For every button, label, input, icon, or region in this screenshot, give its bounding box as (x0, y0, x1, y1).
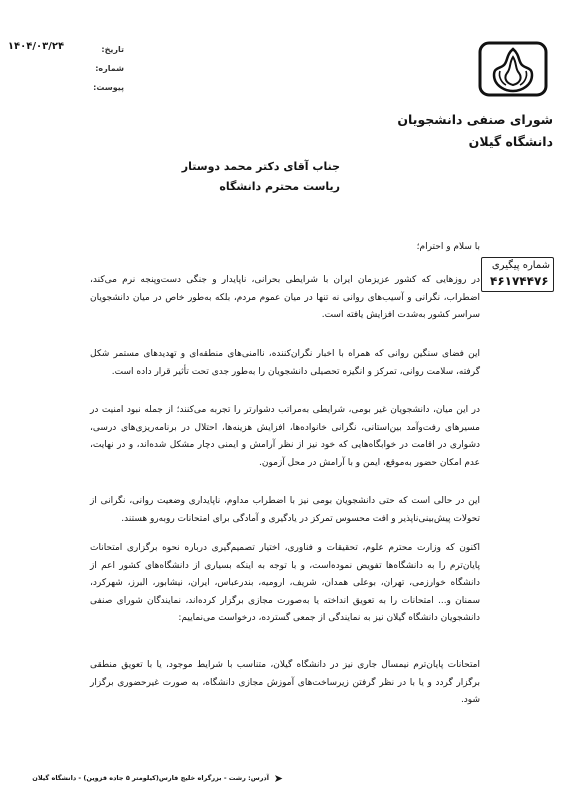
tracking-number: ۴۶۱۷۴۴۷۶ (490, 274, 549, 288)
tracking-label: شماره پیگیری (491, 260, 550, 271)
footer-address (32, 771, 285, 787)
tracking-stamp (481, 257, 554, 292)
letter-number-label: شماره: (95, 64, 124, 73)
body-paragraph-4: این در حالی است که حتی دانشجویان بومی نیز با اضطراب مداوم، ناپایداری وضعیت روانی، نگرانی از تحولات پیش‌بینی‌ناپذیر و افت محسوس تمرکز در یادگیری و آمادگی برای امتحانات روبه‌رو هستند. (90, 496, 480, 524)
organization-name: شورای صنفی دانشجویان (397, 112, 553, 127)
recipient-title: ریاست محترم دانشگاه (219, 180, 340, 193)
body-paragraph-5: اکنون که وزارت محترم علوم، تحقیقات و فناوری، اختیار تصمیم‌گیری درباره نحوه برگزاری امتحانات پایان‌ترم را به دانشگاه‌ها تفویض نموده‌است، و با توجه به اینکه بسیاری از دانشگاه‌های کشور اعم از دانشگاه خوارزمی، تهران، بوعلی همدان، شریف، ارومیه، بندرعباس، ایران، نیشابور، البرز، شهرکرد، سمنان و... امتحانات را به تعویق انداخته یا به‌صورت مجازی برگزار کرده‌اند، نمایندگان شورای صنفی دانشجویان دانشگاه گیلان نیز به نمایندگی از جمعی گسترده، درخواست می‌نماییم: (90, 543, 480, 623)
date-label: تاریخ: (101, 45, 124, 54)
request-paragraph: امتحانات پایان‌ترم نیمسال جاری نیز در دانشگاه گیلان، متناسب با شرایط موجود، یا با تعویق منطقی برگزار گردد و یا با در نظر گرفتن زیرساخت‌های آموزش مجازی دانشگاه، به صورت غیرحضوری برگزار شود. (90, 660, 480, 705)
address-text: آدرس: رشت - بزرگراه خلیج فارس(کیلومتر ۵ جاده قزوین) - دانشگاه گیلان (32, 774, 269, 782)
recipient-name: جناب آقای دکتر محمد دوستار (181, 160, 340, 173)
left-arrow-icon: ➤ (273, 772, 283, 785)
greeting: با سلام و احترام؛ (416, 242, 480, 252)
date-value: ۱۴۰۴/۰۳/۲۴ (7, 41, 65, 52)
body-paragraph-3: در این میان، دانشجویان غیر بومی، شرایطی به‌مراتب دشوارتر را تجربه می‌کنند؛ از جمله نبود امنیت در مسیرهای رفت‌وآمد بین‌استانی، نگرانی خانواده‌ها، افزایش هزینه‌ها، احتلال در برنامه‌ریزی‌های درسی، دشواری در اقامت در خوابگاه‌هایی که خود نیز از نظر آرامش و ایمنی دچار مشکل شده‌اند، و در نهایت، عدم امکان حضور به‌موقع، ایمن و با آرامش در محل آزمون. (90, 405, 480, 468)
flame-emblem-icon (478, 41, 548, 97)
university-name: دانشگاه گیلان (468, 134, 553, 149)
attachment-label: پیوست: (93, 83, 124, 92)
body-paragraph-2: این فضای سنگین روانی که همراه با اخبار نگران‌کننده، ناامنی‌های منطقه‌ای و تهدیدهای مستمر شکل گرفته، سلامت روانی، تمرکز و انگیزه تحصیلی دانشجویان را به‌طور جدی تحت تأثیر قرار داده است. (90, 349, 480, 377)
body-paragraph-1: در روزهایی که کشور عزیزمان ایران با شرایطی بحرانی، ناپایدار و جنگی دست‌وپنجه نرم می‌کند، اضطراب، نگرانی و آسیب‌های روانی نه تنها در میان عموم مردم، بلکه به‌طور خاص در میان دانشجویان سراسر کشور به‌شدت افزایش یافته است. (90, 275, 480, 320)
